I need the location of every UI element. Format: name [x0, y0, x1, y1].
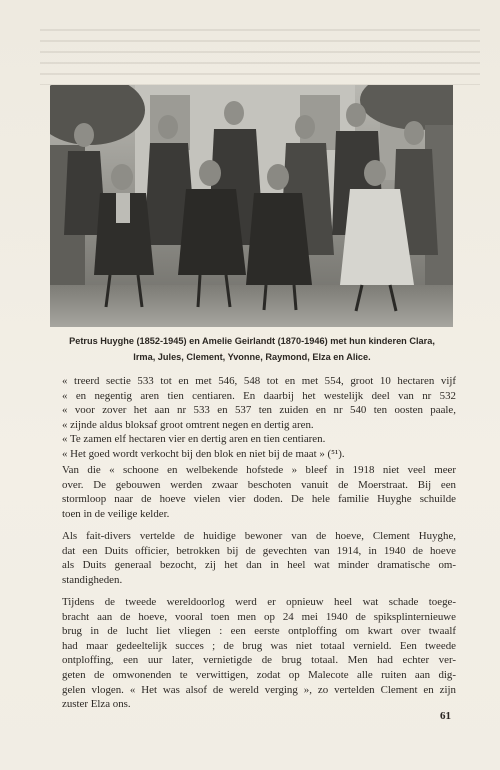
quote-line: « voor zover het aan nr 533 en 537 ten zuiden en nr 540 ten oosten paale, — [62, 404, 456, 417]
paragraph-line: geten de omwonenden te verwittigen, zodat op Malecote alle ruiten aan dig- — [62, 668, 456, 681]
paragraph-line: Van die « schoone en welbekende hofstede » bleef in 1918 niet veel meer — [62, 464, 456, 476]
paragraph-line: gelen vlogen. « Het was alsof de wereld verging », zo vertelden Clement en zijn — [62, 683, 456, 696]
paragraph-line: stormloop naar de hoeve vielen vier doden. De hele familie Huyghe schuilde — [62, 493, 456, 506]
caption-line-2: Irma, Jules, Clement, Yvonne, Raymond, Elza en Alice. — [133, 351, 371, 362]
paragraph-line: ontploffing, een uur later, vernietigde de brug totaal. Men had echter ver- — [62, 654, 456, 667]
paragraph-1 — [62, 463, 456, 521]
paragraph-line: standigheden. — [62, 573, 123, 586]
show-through-text — [40, 20, 480, 85]
quote-line: « zijnde aldus bloksaf groot omtrent negen en dertig aren. — [62, 418, 314, 431]
quote-line: « Te zamen elf hectaren vier en dertig aren en tien centiaren. — [62, 433, 326, 446]
caption-line-1: Petrus Huyghe (1852-1945) en Amelie Geirlandt (1870-1946) met hun kinderen Clara, — [69, 336, 435, 346]
family-photograph — [50, 85, 453, 327]
paragraph-line: dat een Duits officier, betrokken bij de gevechten van 1914, in 1940 de hoeve — [62, 544, 456, 557]
quote-line: « Het goed wordt verkocht bij den blok en niet bij de maat » (⁵¹). — [62, 447, 345, 460]
paragraph-line: over. De gebouwen werden zwaar beschoten vanuit de Moerstraat. Bij een — [62, 478, 456, 491]
paragraph-line: Tijdens de tweede wereldoorlog werd er opnieuw heel wat schade toege- — [62, 596, 456, 608]
page-number: 61 — [440, 710, 451, 722]
paragraph-line: als Duits generaal bezocht, zij het dan in heel wat minder dramatische om- — [62, 559, 456, 572]
quote-line: « en negentig aren tien centiaren. En daarbij het westelijk deel van nr 532 — [62, 389, 456, 402]
paragraph-line: bracht aan de hoeve, vooral toen men op 24 mei 1940 de spiksplinternieuwe — [62, 610, 456, 623]
paragraph-2 — [62, 529, 456, 587]
paragraph-3 — [62, 595, 456, 712]
paragraph-line: brug in de lucht liet vliegen : een eerste ontploffing om kwart over twaalf — [62, 625, 456, 638]
paragraph-line: had maar gedeeltelijk succes ; de brug was niet totaal vernield. Een tweede — [62, 639, 456, 652]
photo-caption — [52, 334, 452, 365]
paragraph-line: zuster Elza ons. — [62, 698, 131, 711]
photograph-illustration — [50, 85, 453, 327]
paragraph-line: Als fait-divers vertelde de huidige bewoner van de hoeve, Clement Huyghe, — [62, 530, 456, 542]
quoted-deed-text — [62, 374, 456, 462]
quote-line: « treerd sectie 533 tot en met 546, 548 tot en met 554, groot 10 hectaren vijf — [62, 375, 456, 387]
paragraph-line: toen in de veilige kelder. — [62, 507, 170, 520]
